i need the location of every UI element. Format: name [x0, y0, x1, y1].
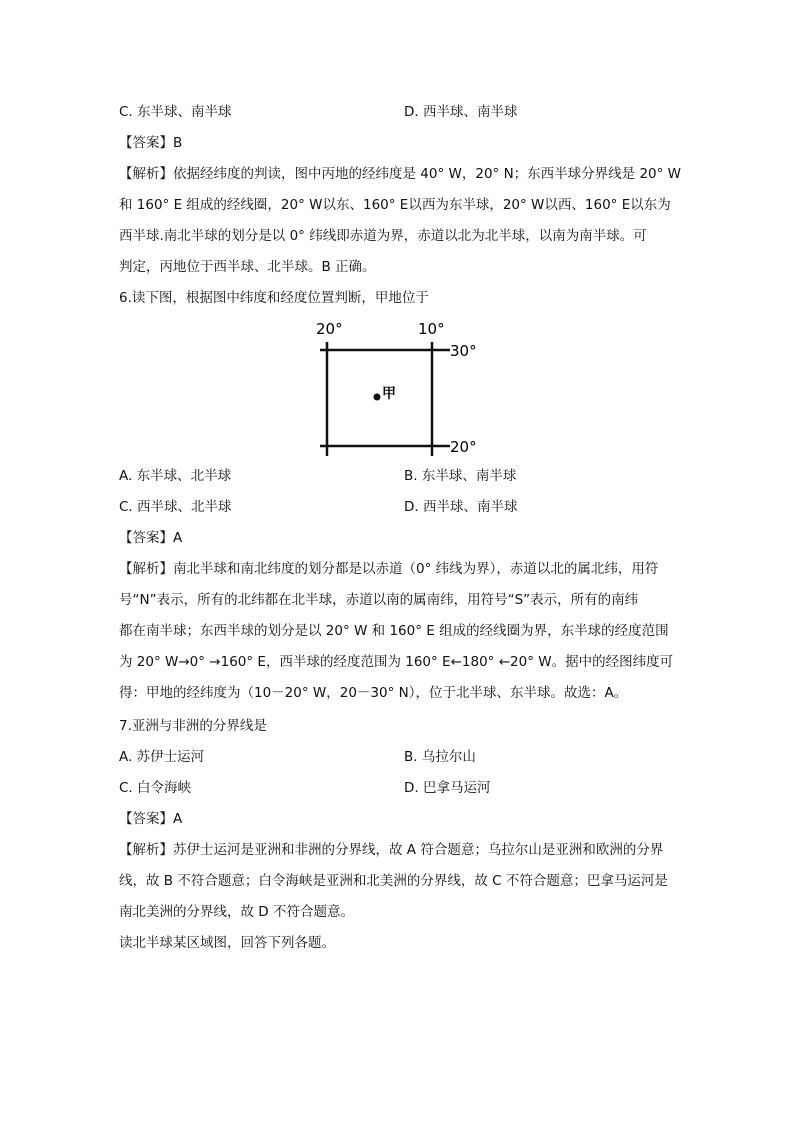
lon-left-label: 20°	[316, 320, 343, 338]
q5-analysis-line-1: 【解析】依据经纬度的判读，图中丙地的经纬度是 40° W，20° N；东西半球分界线是 20° W	[119, 166, 682, 182]
q5-analysis-line-2: 和 160° E 组成的经线圈，20° W以东、160° E以西为东半球，20° W以西、160° E以东为	[119, 197, 671, 213]
lat-lon-grid-figure	[300, 316, 500, 466]
q5-option-c: C. 东半球、南半球	[119, 104, 232, 120]
q6-option-d: D. 西半球、南半球	[404, 499, 518, 515]
q6-question: 6.读下图，根据图中纬度和经度位置判断，甲地位于	[119, 290, 429, 306]
q6-option-a: A. 东半球、北半球	[119, 468, 232, 484]
lon-right-label: 10°	[418, 320, 445, 338]
q7-option-c: C. 白令海峡	[119, 780, 192, 796]
lat-top-label: 30°	[450, 342, 477, 360]
q6-option-c: C. 西半球、北半球	[119, 499, 232, 515]
q7-analysis-line-1: 【解析】苏伊士运河是亚洲和非洲的分界线，故 A 符合题意；乌拉尔山是亚洲和欧洲的分界	[119, 842, 664, 858]
q7-option-d: D. 巴拿马运河	[404, 780, 491, 796]
q7-answer: 【答案】A	[119, 811, 183, 827]
q5-analysis-line-4: 判定，丙地位于西半球、北半球。B 正确。	[119, 259, 376, 275]
q7-question: 7.亚洲与非洲的分界线是	[119, 718, 267, 734]
q7-option-a: A. 苏伊士运河	[119, 749, 205, 765]
point-jia-dot	[374, 394, 381, 401]
q7-analysis-line-2: 线，故 B 不符合题意；白令海峡是亚洲和北美洲的分界线，故 C 不符合题意；巴拿马运河是	[119, 873, 668, 889]
q6-analysis-line-2: 号“N”表示，所有的北纬都在北半球，赤道以南的属南纬，用符号“S”表示，所有的南纬	[119, 592, 639, 608]
q6-analysis-line-5: 得：甲地的经纬度为（10－20° W，20－30° N），位于北半球、东半球。故选：A。	[119, 685, 628, 701]
q5-analysis-line-3: 西半球.南北半球的划分是以 0° 纬线即赤道为界，赤道以北为北半球，以南为南半球。可	[119, 228, 647, 244]
q5-option-d: D. 西半球、南半球	[404, 104, 518, 120]
q6-analysis-line-1: 【解析】南北半球和南北纬度的划分都是以赤道（0° 纬线为界），赤道以北的属北纬，用符	[119, 561, 659, 577]
next-section-intro: 读北半球某区域图，回答下列各题。	[119, 935, 335, 951]
q5-answer: 【答案】B	[119, 135, 183, 151]
lat-bottom-label: 20°	[450, 438, 477, 456]
point-jia-label: 甲	[382, 386, 396, 402]
q6-analysis-line-3: 都在南半球；东西半球的划分是以 20° W 和 160° E 组成的经线圈为界，东半球的经度范围	[119, 623, 669, 639]
q6-analysis-line-4: 为 20° W→0° →160° E，西半球的经度范围为 160° E←180° ←20° W。据中的经图纬度可	[119, 654, 674, 670]
q6-option-b: B. 东半球、南半球	[404, 468, 517, 484]
q7-option-b: B. 乌拉尔山	[404, 749, 476, 765]
q7-analysis-line-3: 南北美洲的分界线，故 D 不符合题意。	[119, 904, 354, 920]
q6-answer: 【答案】A	[119, 530, 183, 546]
